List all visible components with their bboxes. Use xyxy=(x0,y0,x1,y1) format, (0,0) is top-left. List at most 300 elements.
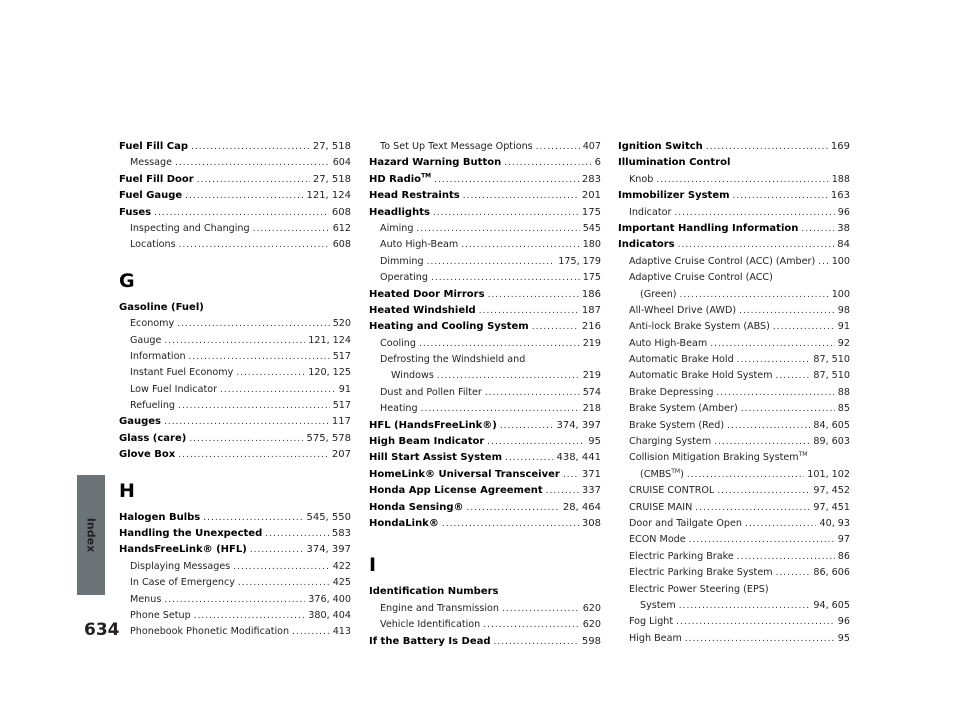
index-column-2 xyxy=(369,139,601,650)
leader-dots xyxy=(695,500,810,516)
entry-label: In Case of Emergency xyxy=(130,577,235,589)
page-reference: 169 xyxy=(830,141,850,152)
page-reference: 517 xyxy=(332,350,351,362)
page-reference: 175 xyxy=(582,272,601,284)
leader-dots xyxy=(164,592,305,608)
index-subentry xyxy=(369,368,601,384)
page-reference: 87, 510 xyxy=(813,354,850,366)
leader-dots xyxy=(483,617,579,633)
section-letter-h: H xyxy=(119,479,135,502)
index-subentry xyxy=(119,221,351,237)
leader-dots xyxy=(479,303,579,319)
index-entry xyxy=(119,300,351,316)
entry-label: Head Restraints xyxy=(369,190,460,202)
entry-label: If the Battery Is Dead xyxy=(369,635,491,647)
index-subentry xyxy=(618,532,850,548)
entry-label: Indicator xyxy=(629,206,672,218)
index-subentry xyxy=(618,549,850,565)
page-reference: 94, 605 xyxy=(813,599,850,611)
entry-label: All-Wheel Drive (AWD) xyxy=(629,304,737,316)
page-reference: 87, 510 xyxy=(813,370,850,382)
page-reference: 337 xyxy=(581,485,601,497)
page-reference: 175 xyxy=(581,206,601,218)
index-subentry xyxy=(369,254,601,270)
index-entry xyxy=(618,155,850,171)
index-subentry xyxy=(369,270,601,286)
index-subentry xyxy=(618,336,850,352)
index-subentry xyxy=(369,601,601,617)
index-subentry xyxy=(618,614,850,630)
index-entry xyxy=(369,634,601,650)
entry-label: High Beam Indicator xyxy=(369,436,485,448)
index-subentry xyxy=(119,559,351,575)
entry-label: HondaLink® xyxy=(369,517,439,529)
page-reference: 96 xyxy=(837,206,850,218)
index-entry xyxy=(369,205,601,221)
leader-dots xyxy=(236,365,305,381)
leader-dots xyxy=(178,398,330,414)
index-subentry xyxy=(119,365,351,381)
page-reference: 520 xyxy=(332,318,351,330)
page-reference: 92 xyxy=(837,337,850,349)
page-reference: 89, 603 xyxy=(813,436,850,448)
page-reference: 438, 441 xyxy=(556,452,601,464)
entry-label: Cooling xyxy=(380,337,416,349)
entry-label: Anti-lock Brake System (ABS) xyxy=(629,321,770,333)
entry-group xyxy=(369,139,601,532)
index-subentry xyxy=(119,608,351,624)
leader-dots xyxy=(505,450,553,466)
index-subentry xyxy=(618,516,850,532)
entry-label: Phonebook Phonetic Modification xyxy=(130,626,290,638)
page-number: 634 xyxy=(84,620,120,640)
entry-label: Electric Power Steering (EPS) xyxy=(629,583,769,595)
page-reference: 180 xyxy=(582,239,601,251)
page-reference: 95 xyxy=(837,632,850,644)
index-subentry xyxy=(119,624,351,640)
entry-label: Glass (care) xyxy=(119,432,187,444)
entry-label: Operating xyxy=(380,272,428,284)
leader-dots xyxy=(419,336,580,352)
page-reference: 380, 404 xyxy=(308,609,351,621)
entry-label: Automatic Brake Hold System xyxy=(629,370,773,382)
entry-label: Aiming xyxy=(380,222,414,234)
entry-label: Heating xyxy=(380,403,418,415)
page-reference: 207 xyxy=(331,449,351,461)
entry-label: CRUISE MAIN xyxy=(629,501,693,513)
page-reference: 620 xyxy=(582,602,601,614)
index-subentry xyxy=(119,316,351,332)
page-reference: 201 xyxy=(581,190,601,202)
index-entry xyxy=(119,431,351,447)
leader-dots xyxy=(546,483,579,499)
index-subentry xyxy=(119,237,351,253)
page-reference: 100 xyxy=(831,255,850,267)
entry-label: ECON Mode xyxy=(629,534,686,546)
entry-label: Glove Box xyxy=(119,449,176,461)
leader-dots xyxy=(189,431,303,447)
index-subentry xyxy=(618,434,850,450)
index-subentry xyxy=(618,418,850,434)
leader-dots xyxy=(563,467,579,483)
page-reference: 175, 179 xyxy=(558,255,601,267)
page-reference: 85 xyxy=(837,403,850,415)
entry-label: Important Handling Information xyxy=(618,222,799,234)
page-reference: 608 xyxy=(331,206,351,218)
index-subentry xyxy=(618,254,850,270)
entry-label: HomeLink® Universal Transceiver xyxy=(369,468,560,480)
entry-label: Honda Sensing® xyxy=(369,501,464,513)
page-reference: 545, 550 xyxy=(306,511,351,523)
index-entry xyxy=(369,155,601,171)
index-subentry xyxy=(618,319,850,335)
leader-dots xyxy=(487,434,585,450)
page-reference: 97 xyxy=(837,534,850,546)
entry-label: Automatic Brake Hold xyxy=(629,354,734,366)
index-subentry xyxy=(618,287,850,303)
index-subentry xyxy=(618,352,850,368)
leader-dots xyxy=(488,287,579,303)
index-subentry xyxy=(618,500,850,516)
index-subentry xyxy=(119,349,351,365)
leader-dots xyxy=(818,254,828,270)
leader-dots xyxy=(687,467,804,483)
page-reference: 574 xyxy=(582,386,601,398)
leader-dots xyxy=(461,237,579,253)
entry-label: Fuel Fill Door xyxy=(119,173,194,185)
index-subentry xyxy=(369,336,601,352)
index-entry xyxy=(369,172,601,188)
entry-label: Information xyxy=(130,350,186,362)
entry-label: Honda App License Agreement xyxy=(369,485,543,497)
entry-label: Fuel Fill Cap xyxy=(119,141,188,152)
index-subentry xyxy=(618,467,850,483)
entry-label: Charging System xyxy=(629,436,712,448)
leader-dots xyxy=(185,188,303,204)
page-reference: 608 xyxy=(332,239,351,251)
entry-label: Vehicle Identification xyxy=(380,619,481,631)
index-subentry xyxy=(119,333,351,349)
page-reference: 91 xyxy=(338,383,351,395)
leader-dots xyxy=(727,418,810,434)
leader-dots xyxy=(536,139,580,155)
page-reference: 96 xyxy=(837,616,850,628)
leader-dots xyxy=(706,139,828,155)
entry-label: (Green) xyxy=(640,288,677,300)
leader-dots xyxy=(154,205,329,221)
page-reference: 374, 397 xyxy=(306,544,351,556)
page-reference: 545 xyxy=(582,222,601,234)
entry-label: Defrosting the Windshield and xyxy=(380,354,526,366)
page-reference: 374, 397 xyxy=(556,419,601,431)
index-side-tab xyxy=(77,475,105,595)
leader-dots xyxy=(250,542,304,558)
index-subentry xyxy=(119,592,351,608)
leader-dots xyxy=(467,500,560,516)
entry-label: HFL (HandsFreeLink®) xyxy=(369,419,497,431)
index-entry xyxy=(618,221,850,237)
index-entry xyxy=(618,139,850,155)
entry-label: (CMBS™) xyxy=(640,467,684,480)
page-reference: 98 xyxy=(837,304,850,316)
index-entry xyxy=(369,188,601,204)
leader-dots xyxy=(680,287,829,303)
page-reference: 583 xyxy=(331,528,351,540)
index-subentry xyxy=(369,221,601,237)
entry-label: Menus xyxy=(130,593,162,605)
index-entry xyxy=(369,467,601,483)
page-reference: 38 xyxy=(837,222,850,234)
index-subentry xyxy=(119,398,351,414)
index-entry xyxy=(369,287,601,303)
entry-label: Locations xyxy=(130,239,176,251)
leader-dots xyxy=(416,221,579,237)
leader-dots xyxy=(431,270,580,286)
page-reference: 598 xyxy=(581,635,601,647)
index-subentry xyxy=(618,401,850,417)
index-subentry xyxy=(119,382,351,398)
page-reference: 97, 451 xyxy=(813,501,850,513)
entry-label: Heating and Cooling System xyxy=(369,321,529,333)
page-reference: 84, 605 xyxy=(813,419,850,431)
page-reference: 425 xyxy=(332,577,351,589)
leader-dots xyxy=(194,608,306,624)
leader-dots xyxy=(689,532,835,548)
entry-label: Fog Light xyxy=(629,616,674,628)
index-column-3 xyxy=(618,139,850,647)
leader-dots xyxy=(164,333,305,349)
page-reference: 97, 452 xyxy=(813,485,850,497)
leader-dots xyxy=(776,368,811,384)
index-entry xyxy=(119,447,351,463)
page-reference: 407 xyxy=(582,141,601,152)
page-reference: 604 xyxy=(332,157,351,169)
index-subentry xyxy=(119,575,351,591)
leader-dots xyxy=(739,303,835,319)
leader-dots xyxy=(714,434,810,450)
leader-dots xyxy=(737,352,811,368)
leader-dots xyxy=(745,516,816,532)
entry-label: To Set Up Text Message Options xyxy=(380,141,533,152)
leader-dots xyxy=(442,516,579,532)
leader-dots xyxy=(253,221,330,237)
leader-dots xyxy=(178,447,329,463)
leader-dots xyxy=(733,188,828,204)
entry-label: Door and Tailgate Open xyxy=(629,517,743,529)
leader-dots xyxy=(716,385,834,401)
index-entry xyxy=(119,139,351,155)
entry-label: Fuel Gauge xyxy=(119,190,183,202)
index-column-1 xyxy=(119,139,351,641)
page-reference: 219 xyxy=(582,370,601,382)
page-reference: 88 xyxy=(837,386,850,398)
leader-dots xyxy=(676,614,835,630)
page-reference: 371 xyxy=(581,468,601,480)
page-reference: 84 xyxy=(837,239,850,251)
page-reference: 517 xyxy=(332,400,351,412)
index-entry xyxy=(119,414,351,430)
page-reference: 120, 125 xyxy=(308,367,351,379)
entry-label: Inspecting and Changing xyxy=(130,222,250,234)
entry-label: Gauge xyxy=(130,334,162,346)
entry-group xyxy=(119,139,351,254)
page-reference: 40, 93 xyxy=(819,517,850,529)
entry-label: Identification Numbers xyxy=(369,586,499,598)
entry-label: Handling the Unexpected xyxy=(119,528,263,540)
page-reference: 186 xyxy=(581,288,601,300)
leader-dots xyxy=(220,382,336,398)
entry-label: Brake System (Amber) xyxy=(629,403,738,415)
entry-label: Refueling xyxy=(130,400,175,412)
leader-dots xyxy=(494,634,579,650)
leader-dots xyxy=(421,401,580,417)
index-entry xyxy=(369,319,601,335)
index-entry xyxy=(618,188,850,204)
entry-label: Heated Door Mirrors xyxy=(369,288,485,300)
leader-dots xyxy=(741,401,835,417)
index-entry xyxy=(369,418,601,434)
section-letter-g: G xyxy=(119,269,135,292)
page-reference: 121, 124 xyxy=(306,190,351,202)
entry-label: Brake System (Red) xyxy=(629,419,725,431)
index-entry xyxy=(369,584,601,600)
index-entry xyxy=(119,510,351,526)
leader-dots xyxy=(504,155,591,171)
leader-dots xyxy=(437,368,580,384)
leader-dots xyxy=(500,418,554,434)
index-entry xyxy=(618,237,850,253)
leader-dots xyxy=(532,319,579,335)
page-reference: 187 xyxy=(581,304,601,316)
entry-label: Displaying Messages xyxy=(130,560,231,572)
entry-label: Ignition Switch xyxy=(618,141,703,152)
page-reference: 101, 102 xyxy=(807,468,850,480)
page-reference: 219 xyxy=(582,337,601,349)
leader-dots xyxy=(717,483,810,499)
page-reference: 575, 578 xyxy=(306,432,351,444)
page-reference: 91 xyxy=(837,321,850,333)
entry-label: Gauges xyxy=(119,416,161,428)
entry-label: Dimming xyxy=(380,255,424,267)
entry-label: HandsFreeLink® (HFL) xyxy=(119,544,247,556)
index-subentry xyxy=(618,582,850,598)
leader-dots xyxy=(502,601,580,617)
leader-dots xyxy=(197,172,310,188)
index-subentry xyxy=(618,205,850,221)
leader-dots xyxy=(710,336,835,352)
index-subentry xyxy=(369,352,601,368)
leader-dots xyxy=(179,237,330,253)
page-reference: 27, 518 xyxy=(312,173,351,185)
leader-dots xyxy=(189,349,330,365)
entry-group xyxy=(119,300,351,464)
page-reference: 216 xyxy=(581,321,601,333)
index-entry xyxy=(119,526,351,542)
entry-group xyxy=(119,510,351,641)
index-subentry xyxy=(369,237,601,253)
leader-dots xyxy=(674,205,834,221)
entry-label: Adaptive Cruise Control (ACC) (Amber) xyxy=(629,255,816,267)
entry-label: Hill Start Assist System xyxy=(369,452,502,464)
leader-dots xyxy=(801,221,834,237)
page-reference: 218 xyxy=(582,403,601,415)
index-entry xyxy=(369,483,601,499)
page-reference: 28, 464 xyxy=(562,501,601,513)
entry-label: Brake Depressing xyxy=(629,386,714,398)
leader-dots xyxy=(678,237,835,253)
page-reference: 376, 400 xyxy=(308,593,351,605)
entry-label: Collision Mitigation Braking System™ xyxy=(629,451,808,464)
leader-dots xyxy=(265,526,329,542)
entry-label: Windows xyxy=(391,370,434,382)
page-reference: 27, 518 xyxy=(312,141,351,152)
index-subentry xyxy=(618,270,850,286)
index-entry xyxy=(119,205,351,221)
index-subentry xyxy=(618,172,850,188)
entry-label: Indicators xyxy=(618,239,675,251)
section-letter-i: I xyxy=(369,554,377,577)
page-reference: 308 xyxy=(581,517,601,529)
page-reference: 620 xyxy=(582,619,601,631)
leader-dots xyxy=(164,414,329,430)
index-entry xyxy=(369,516,601,532)
leader-dots xyxy=(191,139,310,155)
leader-dots xyxy=(679,598,811,614)
page-reference: 283 xyxy=(581,173,601,185)
index-entry xyxy=(369,450,601,466)
entry-label: High Beam xyxy=(629,632,682,644)
leader-dots xyxy=(656,172,828,188)
leader-dots xyxy=(292,624,330,640)
page-reference: 95 xyxy=(588,436,601,448)
entry-label: Economy xyxy=(130,318,175,330)
entry-label: System xyxy=(640,599,676,611)
entry-group xyxy=(618,139,850,647)
page-reference: 100 xyxy=(831,288,850,300)
entry-label: Low Fuel Indicator xyxy=(130,383,218,395)
entry-label: Heated Windshield xyxy=(369,304,476,316)
entry-label: Hazard Warning Button xyxy=(369,157,502,169)
index-entry xyxy=(119,542,351,558)
leader-dots xyxy=(685,631,835,647)
leader-dots xyxy=(427,254,556,270)
index-entry xyxy=(119,172,351,188)
page-reference: 612 xyxy=(332,222,351,234)
page-reference: 188 xyxy=(831,173,850,185)
index-subentry xyxy=(618,565,850,581)
page-reference: 121, 124 xyxy=(308,334,351,346)
leader-dots xyxy=(238,575,330,591)
index-subentry xyxy=(618,450,850,466)
entry-label: Headlights xyxy=(369,206,430,218)
entry-group xyxy=(369,584,601,650)
page-reference: 86 xyxy=(837,550,850,562)
leader-dots xyxy=(203,510,303,526)
index-entry xyxy=(119,188,351,204)
page-reference: 163 xyxy=(830,190,850,202)
entry-label: Illumination Control xyxy=(618,157,731,169)
index-subentry xyxy=(618,483,850,499)
leader-dots xyxy=(773,319,835,335)
index-subentry xyxy=(618,303,850,319)
entry-label: Engine and Transmission xyxy=(380,602,500,614)
index-subentry xyxy=(618,631,850,647)
entry-label: Auto High-Beam xyxy=(380,239,459,251)
leader-dots xyxy=(433,205,579,221)
entry-label: Knob xyxy=(629,173,654,185)
entry-label: Phone Setup xyxy=(130,609,191,621)
index-subentry xyxy=(369,385,601,401)
